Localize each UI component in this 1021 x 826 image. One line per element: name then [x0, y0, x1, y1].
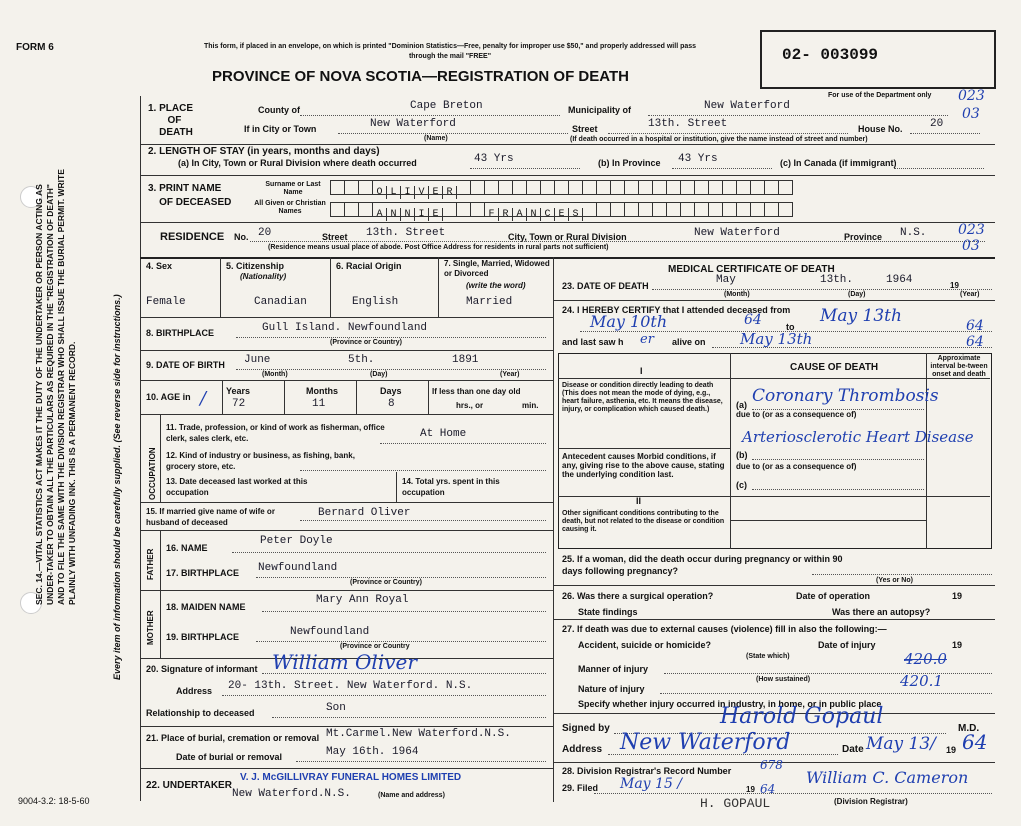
cause-b-value: Arteriosclerotic Heart Disease [742, 428, 974, 446]
age-check-mark: / [200, 388, 207, 409]
nature-value: 420.1 [900, 672, 943, 690]
age-years: 72 [232, 398, 246, 410]
surname-letter-box: R [443, 186, 457, 199]
given-name-letter-box [471, 203, 485, 216]
header-note: This form, if placed in an envelope, on which is printed "Dominion Statistics—Free, penalty for improper use $50," and properly addressed will pass through the mail "FREE" [203, 43, 697, 60]
given-name-letter-box [457, 203, 471, 216]
medical-cert-title: MEDICAL CERTIFICATE OF DEATH [668, 264, 835, 275]
residence-division-label: City, Town or Rural Division [508, 232, 627, 242]
print-name-label: 3. PRINT NAME OF DECEASED [148, 183, 232, 208]
given-name-letter-box: E [555, 208, 569, 221]
undertaker-label: 22. UNDERTAKER [146, 780, 232, 791]
surgical-operation-label: 26. Was there a surgical operation? [562, 591, 714, 601]
surname-letter-box [527, 181, 541, 194]
relationship-value: Son [326, 702, 346, 714]
given-name-letter-box [345, 203, 359, 216]
informant-address: 20- 13th. Street. New Waterford. N.S. [228, 680, 473, 692]
given-name-letter-box [331, 203, 345, 216]
dod-month: May [716, 274, 736, 286]
surname-label: Surname or Last Name [265, 181, 321, 196]
state-findings-label: State findings [578, 607, 638, 617]
spouse-label: 15. If married give name of wife or husband of deceased [146, 507, 275, 527]
alive-year: 64 [966, 334, 984, 350]
residence-no-label: No. [234, 232, 249, 242]
given-name-letter-box [639, 203, 653, 216]
physician-date: May 13/ [866, 734, 936, 754]
surname-letter-box [345, 181, 359, 194]
father-birthplace: Newfoundland [258, 562, 338, 574]
age-label: 10. AGE in [146, 392, 191, 402]
birthplace-sub: (Province or Country) [330, 339, 402, 346]
given-name-letter-box [583, 203, 597, 216]
footer-code: 9004-3.2: 18-5-60 [18, 796, 90, 806]
birthplace-value: Gull Island. Newfoundland [262, 322, 428, 334]
form-title: PROVINCE OF NOVA SCOTIA—REGISTRATION OF DEATH [212, 68, 629, 85]
given-names-boxes [330, 202, 793, 220]
surname-letter-box: O [373, 186, 387, 199]
relationship-label: Relationship to deceased [146, 708, 255, 718]
racial-origin-value: English [352, 296, 399, 308]
registrar-signature: William C. Cameron [806, 768, 969, 787]
date-of-injury-label: Date of injury [818, 640, 876, 650]
surname-letter-box [625, 181, 639, 194]
roman-one: I [640, 366, 643, 376]
given-name-letter-box [723, 203, 737, 216]
mother-birthplace-sub: (Province or Country [340, 643, 410, 650]
given-name-letter-box [737, 203, 751, 216]
due-to-1: due to (or as a consequence of) [736, 410, 857, 419]
residence-division: New Waterford [694, 227, 780, 239]
house-label: House No. [858, 124, 903, 134]
street-value: 13th. Street [648, 118, 728, 130]
division-registrar-sub: (Division Registrar) [834, 797, 908, 806]
informant-signature: William Oliver [272, 650, 417, 674]
surname-letter-box [639, 181, 653, 194]
gopaul-stamp: H. GOPAUL [700, 796, 771, 811]
dod-year: 1964 [886, 274, 913, 286]
operation-nineteen: 19 [952, 591, 963, 601]
physician-address-label: Address [562, 744, 603, 755]
racial-origin-label: 6. Racial Origin [336, 261, 402, 271]
length-of-stay-label: 2. LENGTH OF STAY (in years, months and days) [148, 146, 380, 157]
md-label: M.D. [958, 723, 980, 734]
birthplace-label: 8. BIRTHPLACE [146, 328, 215, 338]
yes-no-sub: (Yes or No) [876, 577, 913, 584]
dob-month: June [244, 354, 271, 366]
surname-letter-box: E [429, 186, 443, 199]
street-label: Street [572, 124, 598, 134]
age-hrs-label: hrs., or [456, 401, 484, 410]
filed-year: 64 [760, 782, 776, 796]
pregnancy-label: 25. If a woman, did the death occur during pregnancy or within 90 days following pregnancy? [562, 554, 843, 576]
marital-sub: (write the word) [466, 281, 526, 290]
given-name-letter-box [709, 203, 723, 216]
surname-letter-box [471, 181, 485, 194]
marital-label: 7. Single, Married, Widowed or Divorced [444, 259, 550, 278]
surname-letter-box: I [401, 186, 415, 199]
surname-letter-box [611, 181, 625, 194]
surname-letter-box [331, 181, 345, 194]
cause-c-label: (c) [736, 480, 747, 490]
father-birthplace-sub: (Province or Country) [350, 579, 422, 586]
municipality-label: Municipality of [568, 105, 631, 115]
surname-letter-box [583, 181, 597, 194]
given-name-letter-box [681, 203, 695, 216]
dod-nineteen: 19 [950, 281, 959, 290]
citizenship-sub: (Nationality) [240, 272, 287, 281]
county-label: County of [258, 105, 300, 115]
burial-date: May 16th. 1964 [326, 746, 419, 758]
surname-letter-box: L [387, 186, 401, 199]
due-to-2: due to (or as a consequence of) [736, 462, 857, 471]
given-name-letter-box: A [373, 208, 387, 221]
surname-letter-box [667, 181, 681, 194]
burial-date-label: Date of burial or removal [176, 752, 283, 762]
cause-b-label: (b) [736, 450, 748, 460]
age-days: 8 [388, 398, 395, 410]
occupation-11-label: 11. Trade, profession, or kind of work as fisherman, office clerk, sales clerk, etc. [166, 423, 385, 443]
age-less-label: If less than one day old [432, 387, 521, 396]
given-name-letter-box: C [541, 208, 555, 221]
interval-label: Approximate interval be-tween onset and death [930, 355, 988, 378]
age-days-label: Days [380, 386, 402, 396]
father-side-label: FATHER [146, 548, 155, 580]
antecedent-label: Antecedent causes Morbid conditions, if any, giving rise to the above cause, stating the underlying condition last. [562, 452, 725, 479]
surname-letter-box [555, 181, 569, 194]
given-name-letter-box [751, 203, 765, 216]
other-conditions-label: Other significant conditions contributing to the death, but not related to the disease or condition causing it. [562, 510, 725, 533]
dept-code-2: 03 [962, 106, 980, 122]
last-saw-label: and last saw h [562, 337, 624, 347]
given-name-letter-box: A [513, 208, 527, 221]
accident-label: Accident, suicide or homicide? [578, 640, 712, 650]
residence-note: (Residence means usual place of abode. Post Office Address for residents in rural parts not sufficient) [268, 244, 609, 251]
stay-c-label: (c) In Canada (if immigrant) [780, 158, 897, 168]
given-name-letter-box [443, 203, 457, 216]
given-name-letter-box [765, 203, 779, 216]
surname-letter-box [513, 181, 527, 194]
form-left-border [140, 96, 141, 801]
dob-day: 5th. [348, 354, 375, 366]
residence-street-label: Street [322, 232, 348, 242]
attended-to: May 13th [820, 306, 902, 326]
residence-code-2: 03 [962, 238, 980, 254]
every-item-side-text: Every item of information should be carefully supplied. (See reverse side for instructions.) [112, 294, 122, 680]
filed-date: May 15 / [620, 776, 683, 792]
cause-a-label: (a) [736, 400, 747, 410]
occupation-13-label: 13. Date deceased last worked at this occupation [166, 477, 308, 497]
surname-letter-box [723, 181, 737, 194]
undertaker-address: New Waterford.N.S. [232, 788, 351, 800]
last-saw-her: er [640, 332, 654, 347]
given-name-letter-box: N [401, 208, 415, 221]
cause-of-death-title: CAUSE OF DEATH [790, 362, 879, 373]
mother-side-label: MOTHER [146, 610, 155, 645]
age-years-label: Years [226, 386, 251, 396]
occupation-14-label: 14. Total yrs. spent in this occupation [402, 477, 500, 497]
surname-letter-box [359, 181, 373, 194]
attended-from-year: 64 [744, 312, 762, 328]
informant-address-label: Address [176, 686, 213, 696]
place-of-death-label: 1. PLACE OF DEATH [148, 103, 194, 138]
father-name-label: 16. NAME [166, 543, 208, 553]
certify-label: 24. I HEREBY CERTIFY that I attended deceased from [562, 305, 791, 315]
spouse-value: Bernard Oliver [318, 507, 411, 519]
alive-date: May 13th [740, 330, 813, 348]
dod-label: 23. DATE OF DEATH [562, 281, 649, 291]
age-months: 11 [312, 398, 326, 410]
mother-birthplace: Newfoundland [290, 626, 370, 638]
informant-label: 20. Signature of informant [146, 664, 258, 674]
dob-label: 9. DATE OF BIRTH [146, 360, 225, 370]
surname-letter-box [695, 181, 709, 194]
occupation-side-label: OCCUPATION [148, 447, 157, 500]
mother-birthplace-label: 19. BIRTHPLACE [166, 632, 240, 642]
to-label: to [786, 322, 795, 332]
dod-year-sub: (Year) [960, 291, 980, 298]
occupation-12-label: 12. Kind of industry or business, as fishing, bank, grocery store, etc. [166, 451, 355, 471]
city-value: New Waterford [370, 118, 456, 130]
surname-letter-box [499, 181, 513, 194]
dod-day: 13th. [820, 274, 854, 286]
given-name-letter-box [597, 203, 611, 216]
surname-letter-box [457, 181, 471, 194]
surname-letter-box [569, 181, 583, 194]
external-causes-label: 27. If death was due to external causes (violence) fill in also the following:— [562, 624, 887, 634]
residence-street: 13th. Street [366, 227, 446, 239]
surname-letter-box [751, 181, 765, 194]
specify-label: Specify whether injury occurred in industry, in home, or in public place [578, 699, 882, 709]
surname-boxes [330, 180, 793, 198]
given-name-letter-box [653, 203, 667, 216]
given-name-letter-box: R [499, 208, 513, 221]
city-name-sub: (Name) [424, 135, 448, 142]
filed-label: 29. Filed [562, 783, 599, 793]
given-name-letter-box: E [429, 208, 443, 221]
age-months-label: Months [306, 386, 338, 396]
stay-b-value: 43 Yrs [678, 153, 718, 165]
stay-b-label: (b) In Province [598, 158, 661, 168]
attended-to-year: 64 [966, 318, 984, 334]
filed-nineteen: 19 [746, 785, 755, 794]
surname-letter-box [709, 181, 723, 194]
surname-letter-box [597, 181, 611, 194]
autopsy-label: Was there an autopsy? [832, 607, 931, 617]
disease-label: Disease or condition directly leading to death (This does not mean the mode of dying, e.g., heart failure, asthenia, etc. It means the disease, injury, or complication which caused death.) [562, 382, 723, 413]
surname-letter-box [737, 181, 751, 194]
surname-letter-box [653, 181, 667, 194]
surname-letter-box [765, 181, 779, 194]
age-min-label: min. [522, 401, 539, 410]
physician-date-label: Date [842, 744, 864, 755]
given-names-label: All Given or Christian Names [254, 200, 326, 215]
father-birthplace-label: 17. BIRTHPLACE [166, 568, 240, 578]
given-name-letter-box: I [415, 208, 429, 221]
undertaker-sub: (Name and address) [378, 792, 445, 799]
residence-province: N.S. [900, 227, 927, 239]
citizenship-value: Canadian [254, 296, 307, 308]
given-name-letter-box [695, 203, 709, 216]
sex-value: Female [146, 296, 186, 308]
roman-two: II [636, 496, 642, 506]
municipality-value: New Waterford [704, 100, 790, 112]
sex-label: 4. Sex [146, 261, 173, 271]
physician-nineteen: 19 [946, 745, 957, 755]
nature-label: Nature of injury [578, 684, 645, 694]
given-name-letter-box [625, 203, 639, 216]
burial-place: Mt.Carmel.New Waterford.N.S. [326, 728, 511, 740]
surname-letter-box [541, 181, 555, 194]
given-name-letter-box: F [485, 208, 499, 221]
registration-number: 02- 003099 [782, 46, 879, 64]
record-number: 678 [760, 758, 783, 772]
mother-name-label: 18. MAIDEN NAME [166, 602, 246, 612]
dept-use-label: For use of the Department only [828, 92, 932, 99]
manner-value: 420.0 [904, 650, 947, 668]
residence-code-1: 023 [958, 222, 985, 238]
dob-year-sub: (Year) [500, 371, 520, 378]
physician-address: New Waterford [620, 730, 791, 755]
mother-name: Mary Ann Royal [316, 594, 409, 606]
city-label: If in City or Town [244, 124, 317, 134]
stay-a-label: (a) In City, Town or Rural Division where death occurred [178, 158, 417, 168]
burial-place-label: 21. Place of burial, cremation or removal [146, 733, 320, 743]
date-of-operation-label: Date of operation [796, 591, 871, 601]
physician-date-year: 64 [962, 730, 988, 754]
occupation-11-value: At Home [420, 428, 467, 440]
dod-day-sub: (Day) [848, 291, 866, 298]
father-name: Peter Doyle [260, 535, 333, 547]
given-name-letter-box [779, 203, 793, 216]
state-which-sub: (State which) [746, 653, 790, 660]
dob-year: 1891 [452, 354, 479, 366]
given-name-letter-box: S [569, 208, 583, 221]
given-name-letter-box: N [387, 208, 401, 221]
undertaker-stamp: V. J. McGILLIVRAY FUNERAL HOMES LIMITED [240, 772, 462, 783]
sec14-side-text: SEC. 14.—VITAL STATISTICS ACT MAKES IT THE DUTY OF THE UNDERTAKER OR PERSON ACTING AS UNDER-TAKER TO OBTAIN ALL THE PARTICULARS AS REQUIRED IN THE "REGISTRATION OF DEATH" AND TO FILE THE SAME WITH THE DIVISION REGISTRAR WHO SHALL ISSUE THE BURIAL PERMIT. WRITE PLAINLY WITH UNFADING INK. THIS IS A PERMANENT RECORD. [34, 169, 77, 605]
dob-month-sub: (Month) [262, 371, 288, 378]
surname-letter-box: V [415, 186, 429, 199]
dept-code-1: 023 [958, 88, 985, 104]
surname-letter-box [681, 181, 695, 194]
signed-by-label: Signed by [562, 723, 610, 734]
house-value: 20 [930, 118, 944, 130]
how-sustained-sub: (How sustained) [756, 676, 811, 683]
record-number-label: 28. Division Registrar's Record Number [562, 766, 732, 776]
attended-from: May 10th [590, 312, 668, 331]
given-name-letter-box [611, 203, 625, 216]
residence-province-label: Province [844, 232, 883, 242]
given-name-letter-box: N [527, 208, 541, 221]
residence-label: RESIDENCE [160, 231, 225, 243]
cause-a-value: Coronary Thrombosis [752, 386, 939, 406]
residence-no: 20 [258, 227, 272, 239]
marital-value: Married [466, 296, 513, 308]
dob-day-sub: (Day) [370, 371, 388, 378]
form-number: FORM 6 [16, 42, 54, 53]
manner-label: Manner of injury [578, 664, 649, 674]
hospital-note: (If death occurred in a hospital or institution, give the name instead of street and number) [570, 136, 868, 143]
dod-month-sub: (Month) [724, 291, 750, 298]
physician-signature: Harold Gopaul [720, 704, 884, 729]
alive-on-label: alive on [672, 337, 706, 347]
county-value: Cape Breton [410, 100, 483, 112]
injury-nineteen: 19 [952, 640, 963, 650]
stay-a-value: 43 Yrs [474, 153, 514, 165]
surname-letter-box [485, 181, 499, 194]
given-name-letter-box [359, 203, 373, 216]
surname-letter-box [779, 181, 793, 194]
citizenship-label: 5. Citizenship [226, 261, 285, 271]
given-name-letter-box [667, 203, 681, 216]
